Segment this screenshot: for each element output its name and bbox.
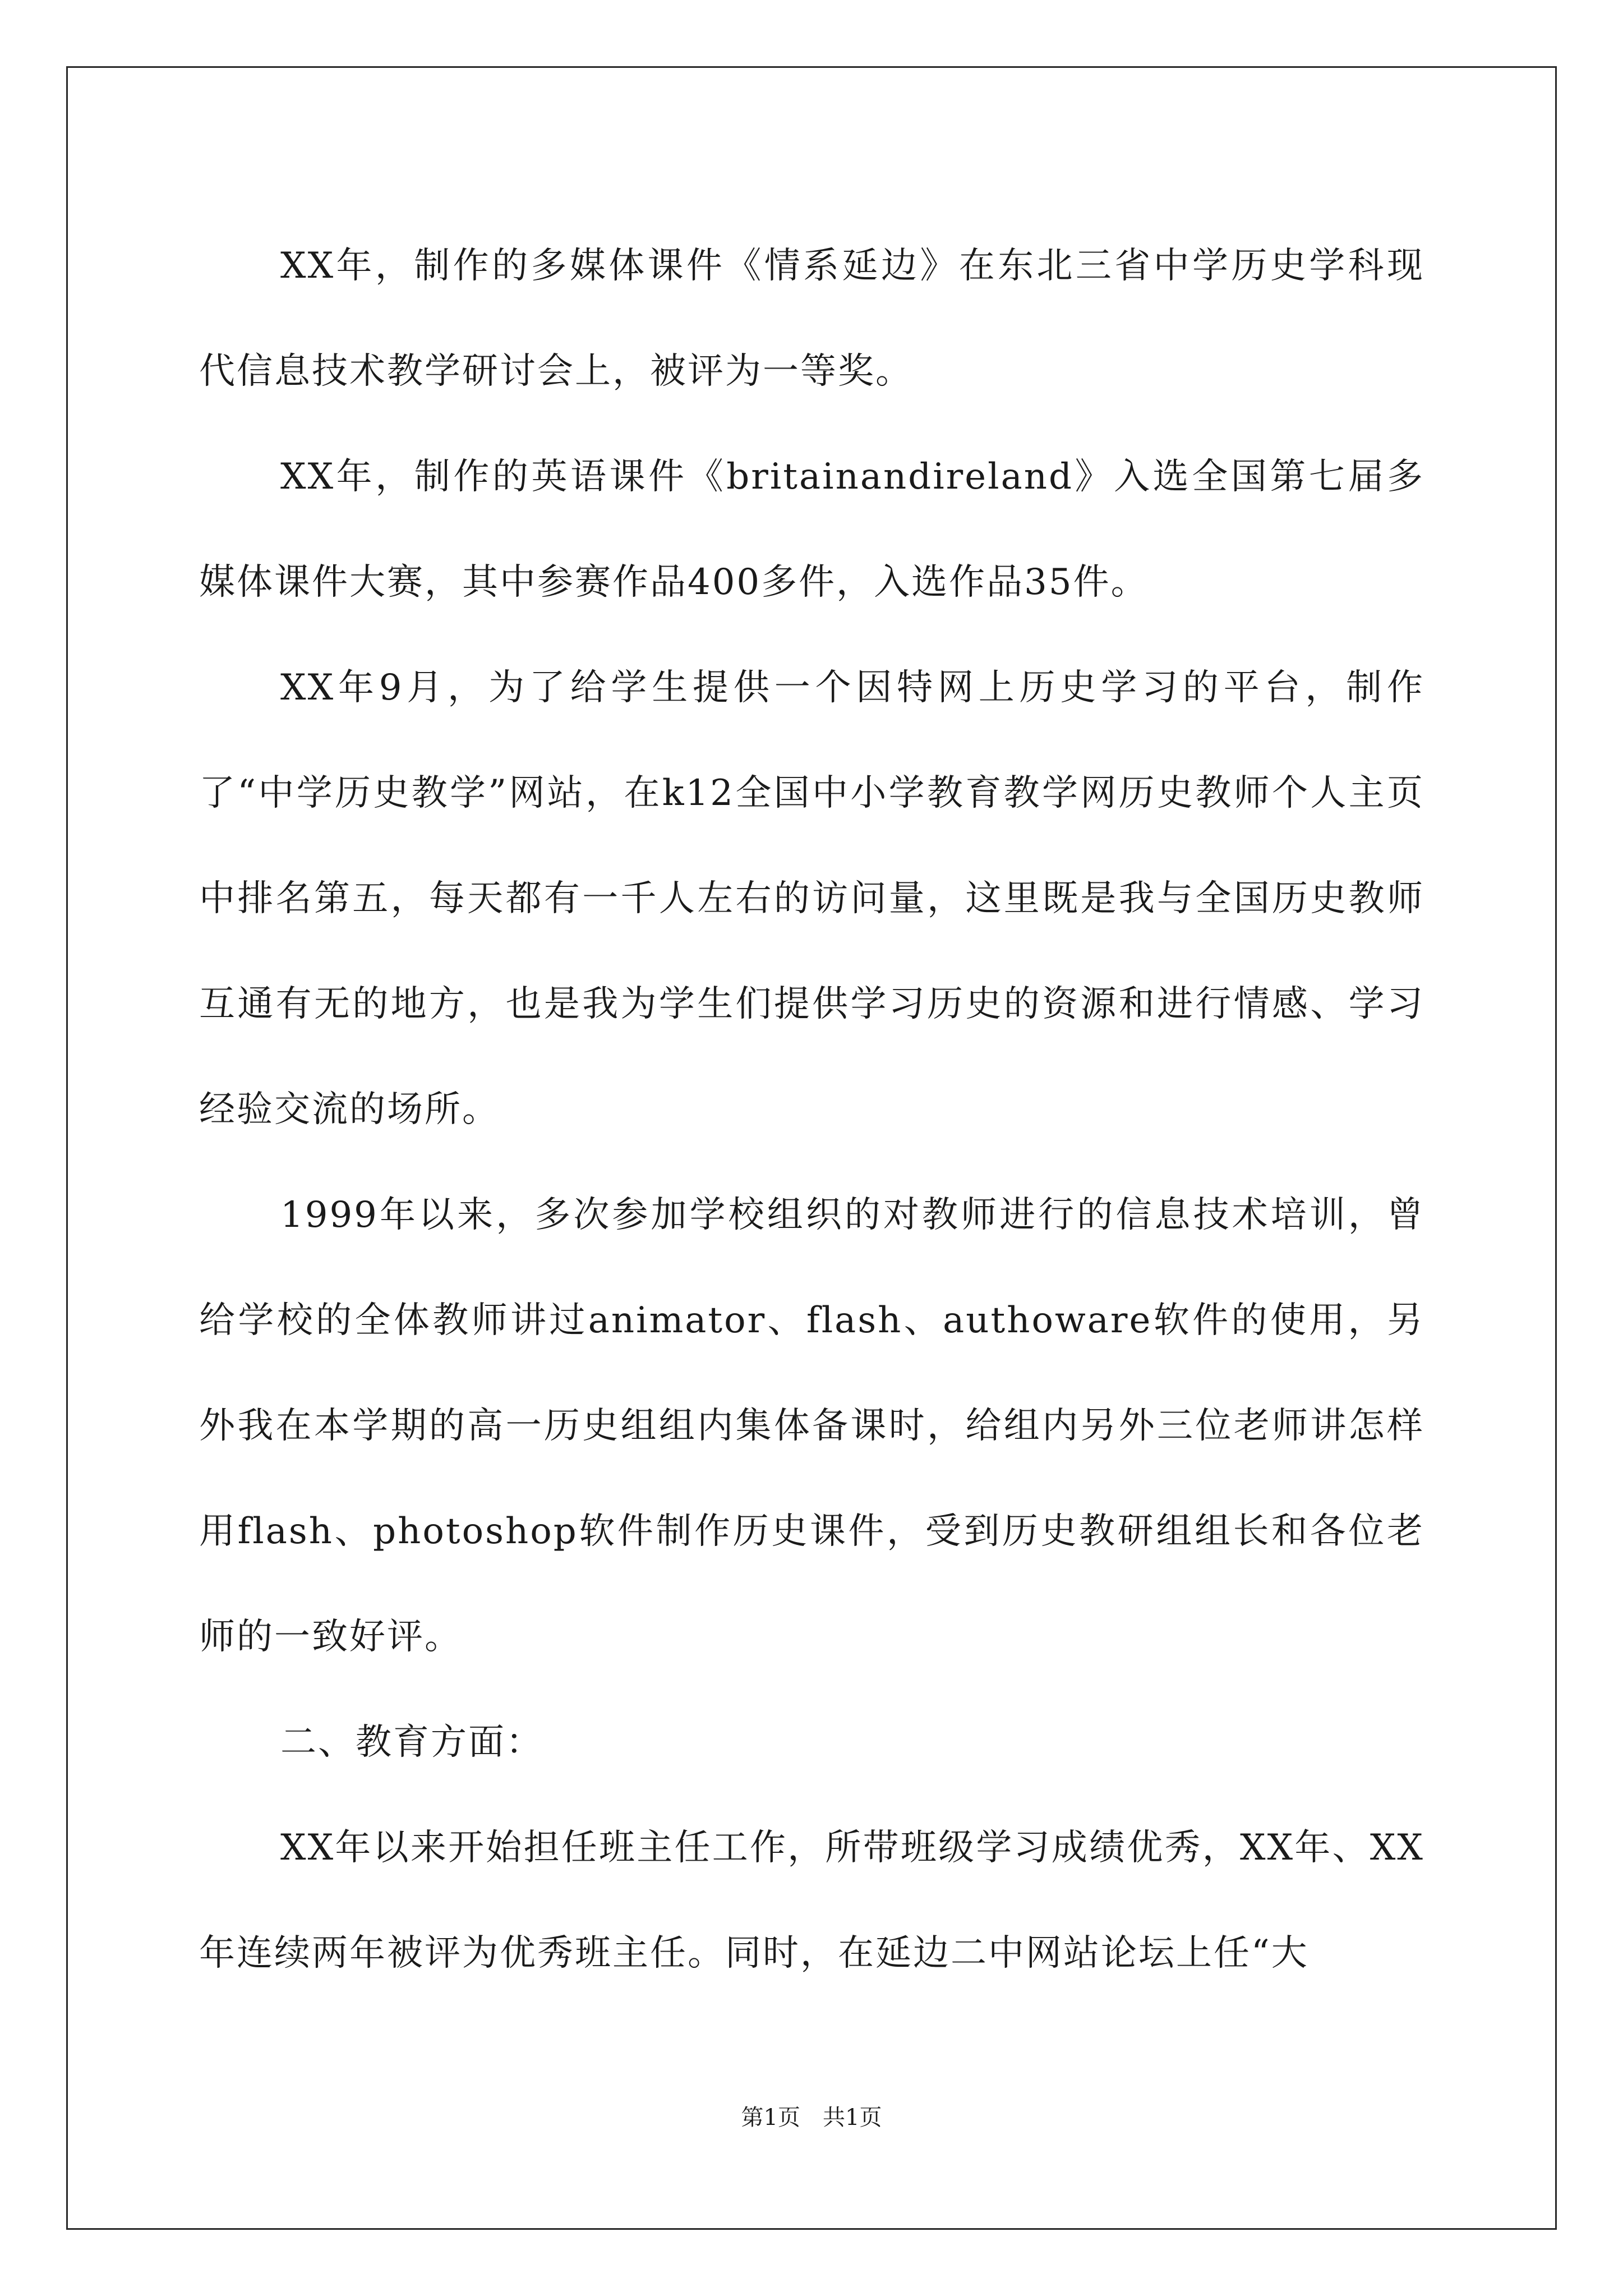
page-number-current: 第1页 [741, 2105, 800, 2131]
document-body [199, 213, 1424, 2006]
section-heading-education: 二、教育方面： [280, 1722, 543, 1763]
paragraph-class-teacher: XX年以来开始担任班主任工作，所带班级学习成绩优秀，XX年、XX年连续两年被评为优秀班主任。同时，在延边二中网站论坛上任“大 [199, 1827, 1424, 1974]
paragraph-it-training: 1999年以来，多次参加学校组织的对教师进行的信息技术培训，曾给学校的全体教师讲过animator、flash、authoware软件的使用，另外我在本学期的高一历史组组内集体备课时，给组内另外三位老师讲怎样用flash、photoshop软件制作历史课件，受到历史教研组组长和各位老师的一致好评。 [199, 1194, 1424, 1658]
page-number-total: 共1页 [823, 2105, 882, 2131]
paragraph-history-website: XX年9月，为了给学生提供一个因特网上历史学习的平台，制作了“中学历史教学”网站，在k12全国中小学教育教学网历史教师个人主页中排名第五，每天都有一千人左右的访问量，这里既是我与全国历史教师互通有无的地方，也是我为学生们提供学习历史的资源和进行情感、学习经验交流的场所。 [199, 667, 1424, 1130]
page-footer [0, 2101, 1623, 2134]
paragraph-english-courseware: XX年，制作的英语课件《britainandireland》入选全国第七届多媒体课件大赛，其中参赛作品400多件，入选作品35件。 [199, 456, 1424, 603]
paragraph-award-courseware: XX年，制作的多媒体课件《情系延边》在东北三省中学历史学科现代信息技术教学研讨会上，被评为一等奖。 [199, 245, 1424, 392]
